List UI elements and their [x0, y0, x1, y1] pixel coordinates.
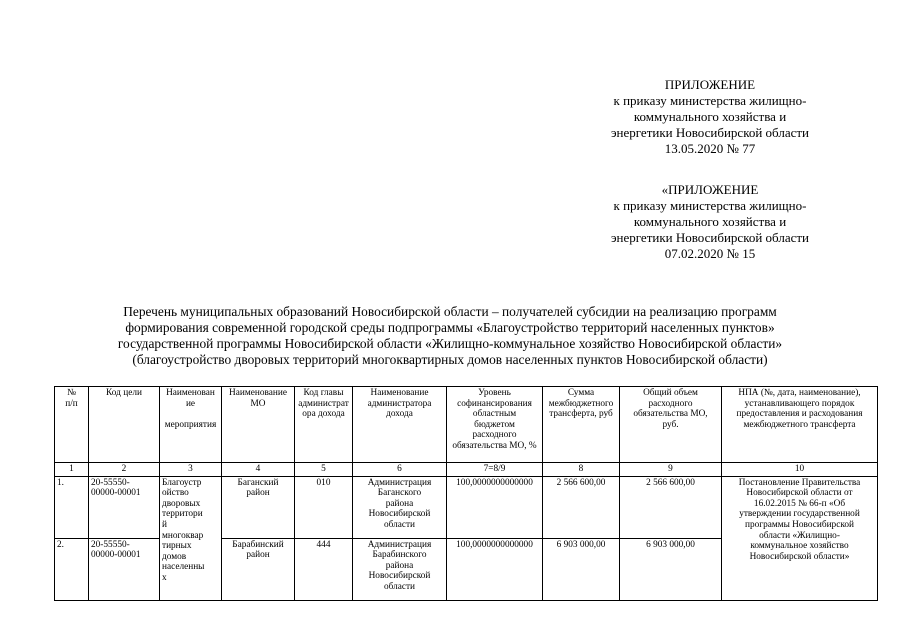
- column-number: 10: [722, 463, 878, 477]
- appendix-line: коммунального хозяйства и: [633, 109, 787, 124]
- table-header-row: [55, 387, 878, 463]
- header-cell-activity: Наименован ие мероприятия: [160, 387, 222, 463]
- header-cell-total: Общий объем расходного обязательства МО, руб.: [620, 387, 722, 463]
- column-number: 9: [620, 463, 722, 477]
- activity-name: Благоустр ойство дворовых территори й многоквар тирных домов населенны х: [160, 476, 222, 600]
- title-line: (благоустройство дворовых территорий многоквартирных домов населенных пунктов Новосибирской области): [132, 352, 768, 367]
- row-mo-name: Баганский район: [222, 476, 295, 538]
- row-transfer-amount: 2 566 600,00: [543, 476, 620, 538]
- appendix-original-header: [540, 182, 880, 262]
- row-head-code: 444: [295, 538, 353, 600]
- appendix-date: 07.02.2020 № 15: [664, 246, 756, 261]
- row-target-code: 20-55550- 00000-00001: [89, 538, 160, 600]
- column-number: 4: [222, 463, 295, 477]
- column-number: 5: [295, 463, 353, 477]
- header-cell-mo: Наименование МО: [222, 387, 295, 463]
- appendix-line: энергетики Новосибирской области: [610, 125, 810, 140]
- row-transfer-amount: 6 903 000,00: [543, 538, 620, 600]
- row-administrator: Администрация Барабинского района Новосибирской области: [353, 538, 447, 600]
- column-number: 2: [89, 463, 160, 477]
- appendix-line: коммунального хозяйства и: [633, 214, 787, 229]
- header-cell-transfer: Сумма межбюджетного трансферта, руб: [543, 387, 620, 463]
- column-number-row: [55, 463, 878, 477]
- title-line: Перечень муниципальных образований Новосибирской области – получателей субсидии на реализацию программ: [123, 304, 777, 319]
- row-head-code: 010: [295, 476, 353, 538]
- appendix-current-header: [540, 77, 880, 157]
- appendix-line: к приказу министерства жилищно-: [613, 198, 807, 213]
- appendix-line: «ПРИЛОЖЕНИЕ: [661, 182, 759, 197]
- column-number: 3: [160, 463, 222, 477]
- appendix-line: ПРИЛОЖЕНИЕ: [664, 77, 756, 92]
- document-title: [40, 304, 860, 368]
- header-cell-code: Код цели: [89, 387, 160, 463]
- appendix-line: энергетики Новосибирской области: [610, 230, 810, 245]
- row-total-amount: 2 566 600,00: [620, 476, 722, 538]
- title-line: формирования современной городской среды подпрограммы «Благоустройство территорий населенных пунктов»: [125, 320, 775, 335]
- title-line: государственной программы Новосибирской области «Жилищно-коммунальное хозяйство Новосибирской области»: [117, 336, 783, 351]
- header-cell-num: № п/п: [55, 387, 89, 463]
- row-administrator: Администрация Баганского района Новосибирской области: [353, 476, 447, 538]
- header-cell-administrator: Наименование администратора дохода: [353, 387, 447, 463]
- row-cofinancing-level: 100,0000000000000: [447, 476, 543, 538]
- row-mo-name: Барабинский район: [222, 538, 295, 600]
- header-cell-head-code: Код главы администрат ора дохода: [295, 387, 353, 463]
- header-cell-level: Уровень софинансирования областным бюджетом расходного обязательства МО, %: [447, 387, 543, 463]
- appendix-date: 13.05.2020 № 77: [664, 141, 756, 156]
- column-number: 6: [353, 463, 447, 477]
- subsidy-table: [54, 386, 878, 601]
- row-number: 2.: [55, 538, 89, 600]
- npa-reference: Постановление Правительства Новосибирской области от 16.02.2015 № 66-п «Об утверждении государственной программы Новосибирской области «Жилищно- коммунальное хозяйство Новосибирской области»: [722, 476, 878, 600]
- row-total-amount: 6 903 000,00: [620, 538, 722, 600]
- column-number: 8: [543, 463, 620, 477]
- appendix-line: к приказу министерства жилищно-: [613, 93, 807, 108]
- column-number: 1: [55, 463, 89, 477]
- header-cell-npa: НПА (№, дата, наименование), устанавливающего порядок предоставления и расходования межбюджетного трансферта: [722, 387, 878, 463]
- row-number: 1.: [55, 476, 89, 538]
- row-cofinancing-level: 100,0000000000000: [447, 538, 543, 600]
- column-number: 7=8/9: [447, 463, 543, 477]
- table-row: [55, 476, 878, 538]
- row-target-code: 20-55550- 00000-00001: [89, 476, 160, 538]
